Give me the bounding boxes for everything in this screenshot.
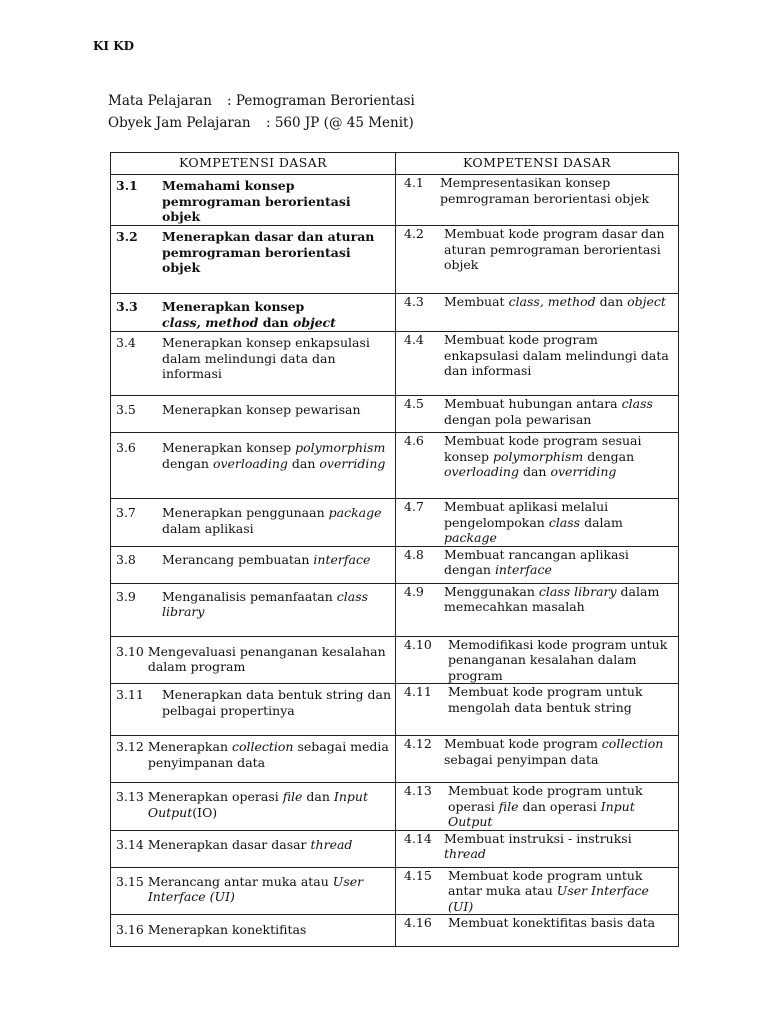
k3-number: 3.8 (116, 551, 136, 567)
table-row (111, 915, 679, 947)
k4-cell (396, 583, 679, 636)
k4-text: Membuat kode program untuk antar muka atau (448, 867, 643, 898)
table-row (111, 783, 679, 831)
k4-text-italic: package (444, 530, 497, 545)
k3-cell (111, 783, 396, 831)
k3-number: 3.6 (116, 440, 136, 455)
table-row (111, 332, 679, 396)
k4-text: Membuat hubungan antara (444, 396, 622, 411)
k4-text-italic: class (621, 396, 653, 411)
k3-text-italic: overriding (319, 455, 386, 471)
k3-cell (111, 226, 396, 294)
hours-line (108, 115, 414, 131)
k3-number: 3.2 (116, 229, 138, 244)
k4-text: dengan (583, 448, 635, 464)
k3-number: 3.15 (116, 873, 144, 889)
k4-text: dan operasi (518, 798, 601, 814)
competency-table (110, 152, 679, 947)
k3-text: Menerapkan konsep (162, 299, 305, 314)
k4-cell (396, 226, 679, 294)
k3-text-italic: package (328, 505, 382, 520)
k4-cell (396, 175, 679, 226)
k4-cell (396, 736, 679, 783)
k4-text: Membuat kode program (444, 736, 602, 751)
k3-text-italic: overloading (212, 455, 288, 471)
k4-text: Membuat kode program untuk mengolah data bentuk string (448, 684, 643, 715)
k4-number: 4.12 (404, 736, 432, 751)
k3-text: Menerapkan (147, 739, 232, 754)
k4-number: 4.15 (404, 867, 432, 883)
table-row (111, 433, 679, 499)
k4-cell (396, 294, 679, 332)
k4-number: 4.9 (404, 583, 424, 599)
table-row (111, 499, 679, 547)
k4-text: dan (595, 294, 628, 309)
table-row (111, 294, 679, 332)
k4-cell (396, 915, 679, 947)
k3-number: 3.12 (116, 739, 144, 754)
k4-text-italic: collection (601, 736, 664, 751)
k4-text-italic: object (627, 294, 666, 309)
k3-cell (111, 867, 396, 915)
k3-text: dan (302, 789, 334, 804)
k4-text: dengan pola pewarisan (444, 411, 592, 427)
k4-number: 4.10 (404, 636, 432, 652)
k3-text-italic: collection (231, 739, 294, 754)
k4-text: Membuat konektifitas basis data (448, 915, 656, 930)
document-header: KI KD (93, 39, 135, 53)
table-row (111, 867, 679, 915)
k4-text: dan (519, 464, 551, 479)
k3-text-italic: polymorphism (295, 440, 386, 455)
k3-number: 3.4 (116, 335, 136, 350)
k3-text: Menerapkan dasar dan aturan pemrograman berorientasi objek (162, 229, 375, 275)
column-header-k3: KOMPETENSI DASAR (111, 153, 396, 175)
k4-text: Membuat kode program sesuai konsep (444, 433, 642, 464)
k4-cell (396, 867, 679, 915)
k3-text: Merancang pembuatan (162, 551, 314, 567)
k4-text-italic: Input Output (448, 798, 635, 829)
table-row (111, 684, 679, 736)
k3-cell (111, 736, 396, 783)
k3-text: Memahami konsep pemrograman berorientasi objek (162, 178, 351, 224)
k4-text-italic: User Interface (UI) (448, 883, 649, 914)
k3-text-italic: interface (313, 551, 371, 567)
k3-text-italic: thread (310, 836, 353, 852)
table-row (111, 636, 679, 684)
k4-text-italic: overloading (444, 464, 519, 479)
k3-text: Menganalisis pemanfaatan (162, 588, 337, 604)
k3-cell (111, 332, 396, 396)
k3-text: sebagai media penyimpanan data (147, 739, 389, 770)
k3-number: 3.9 (116, 588, 136, 604)
k3-text: dan (287, 455, 320, 471)
k3-text-italic: class library (162, 588, 369, 619)
k3-cell (111, 294, 396, 332)
k4-cell (396, 830, 679, 867)
k3-text: Mengevaluasi penanganan kesalahan dalam program (147, 643, 386, 674)
k4-text: Membuat (444, 294, 509, 309)
k4-number: 4.5 (404, 396, 424, 411)
table-row (111, 546, 679, 583)
k3-cell (111, 499, 396, 547)
k4-text-italic: polymorphism (492, 448, 584, 464)
k4-text-italic: class library (538, 583, 617, 599)
k4-number: 4.13 (404, 783, 432, 798)
subject-label: Mata Pelajaran (108, 93, 212, 109)
k4-text: sebagai penyimpan data (444, 751, 599, 767)
k4-text-italic: thread (444, 846, 486, 861)
k4-text: Mempresentasikan konsep pemrograman berorientasi objek (440, 175, 650, 206)
k4-text: Membuat kode program dasar dan aturan pemrograman berorientasi objek (444, 226, 665, 272)
k4-text-italic: class (548, 514, 581, 530)
k3-text: Menerapkan dasar dasar (147, 836, 311, 852)
hours-value: : 560 JP (@ 45 Menit) (266, 115, 414, 131)
k3-cell (111, 830, 396, 867)
k4-cell (396, 332, 679, 396)
k4-cell (396, 684, 679, 736)
k3-number: 3.13 (116, 789, 144, 804)
k4-text: Membuat aplikasi melalui pengelompokan (444, 499, 609, 530)
k3-text: Merancang antar muka atau (147, 873, 333, 889)
k3-cell (111, 396, 396, 433)
k4-cell (396, 396, 679, 433)
table-header-row (111, 153, 679, 175)
k4-number: 4.11 (404, 684, 432, 699)
k3-number: 3.7 (116, 505, 136, 520)
k3-text-italic: class, method (162, 314, 259, 330)
k3-text: Menerapkan penggunaan (162, 505, 329, 520)
k3-number: 3.14 (116, 836, 144, 852)
k4-text: Menggunakan (444, 583, 539, 599)
k4-number: 4.16 (404, 915, 432, 930)
k4-cell (396, 546, 679, 583)
table-row (111, 175, 679, 226)
k4-text-italic: class, method (508, 294, 596, 309)
k4-cell (396, 783, 679, 831)
k4-cell (396, 499, 679, 547)
k3-text: dalam aplikasi (162, 520, 254, 536)
subject-value: : Pemograman Berorientasi (227, 93, 415, 109)
k3-cell (111, 636, 396, 684)
k4-number: 4.1 (404, 175, 424, 190)
k4-number: 4.6 (404, 433, 424, 448)
k3-text: dengan (162, 455, 213, 471)
k3-text: Menerapkan konsep pewarisan (162, 402, 361, 417)
subject-line (108, 93, 415, 109)
k4-cell (396, 636, 679, 684)
k4-number: 4.3 (404, 294, 424, 309)
k3-number: 3.16 (116, 922, 144, 937)
k3-text: Menerapkan data bentuk string dan pelbagai propertinya (162, 687, 392, 718)
k3-text: (IO) (192, 804, 218, 820)
k3-text-italic: Input Output (147, 789, 368, 820)
k4-cell (396, 433, 679, 499)
k4-text: Membuat rancangan aplikasi dengan (444, 546, 629, 577)
k3-text: dan (258, 314, 293, 330)
k3-cell (111, 175, 396, 226)
k3-text: Menerapkan operasi (147, 789, 283, 804)
k3-cell (111, 915, 396, 947)
k4-number: 4.4 (404, 332, 424, 347)
k3-text: Menerapkan konsep (162, 440, 296, 455)
table-row (111, 396, 679, 433)
k3-text-italic: User Interface (UI) (147, 873, 364, 904)
table-row (111, 736, 679, 783)
k4-text: Memodifikasi kode program untuk penanganan kesalahan dalam program (448, 636, 668, 683)
k4-number: 4.14 (404, 830, 432, 846)
k3-cell (111, 433, 396, 499)
k3-cell (111, 546, 396, 583)
k3-number: 3.3 (116, 299, 138, 314)
k4-text-italic: file (498, 798, 519, 814)
k3-cell (111, 684, 396, 736)
k3-number: 3.5 (116, 402, 136, 417)
k4-text: dalam (580, 514, 623, 530)
k4-text: Membuat kode program untuk operasi (448, 783, 643, 814)
table-row (111, 830, 679, 867)
k4-number: 4.7 (404, 499, 424, 514)
k3-number: 3.11 (116, 687, 144, 702)
hours-label: Obyek Jam Pelajaran (108, 115, 251, 131)
k4-text: Membuat instruksi - instruksi (444, 830, 632, 846)
k3-text-italic: file (282, 789, 303, 804)
table-row (111, 226, 679, 294)
k4-number: 4.8 (404, 546, 424, 562)
table-row (111, 583, 679, 636)
k3-text-italic: object (293, 314, 336, 330)
k4-text: dalam memecahkan masalah (444, 583, 660, 614)
k3-text: Menerapkan konsep enkapsulasi dalam melindungi data dan informasi (162, 335, 370, 381)
k3-text: Menerapkan konektifitas (147, 922, 307, 937)
k4-text-italic: interface (494, 562, 552, 577)
k3-number: 3.10 (116, 643, 144, 659)
k3-number: 3.1 (116, 178, 138, 193)
k4-text-italic: overriding (550, 464, 617, 479)
k4-text: Membuat kode program enkapsulasi dalam melindungi data dan informasi (444, 332, 669, 378)
column-header-k4: KOMPETENSI DASAR (396, 153, 679, 175)
k4-number: 4.2 (404, 226, 424, 241)
k3-cell (111, 583, 396, 636)
